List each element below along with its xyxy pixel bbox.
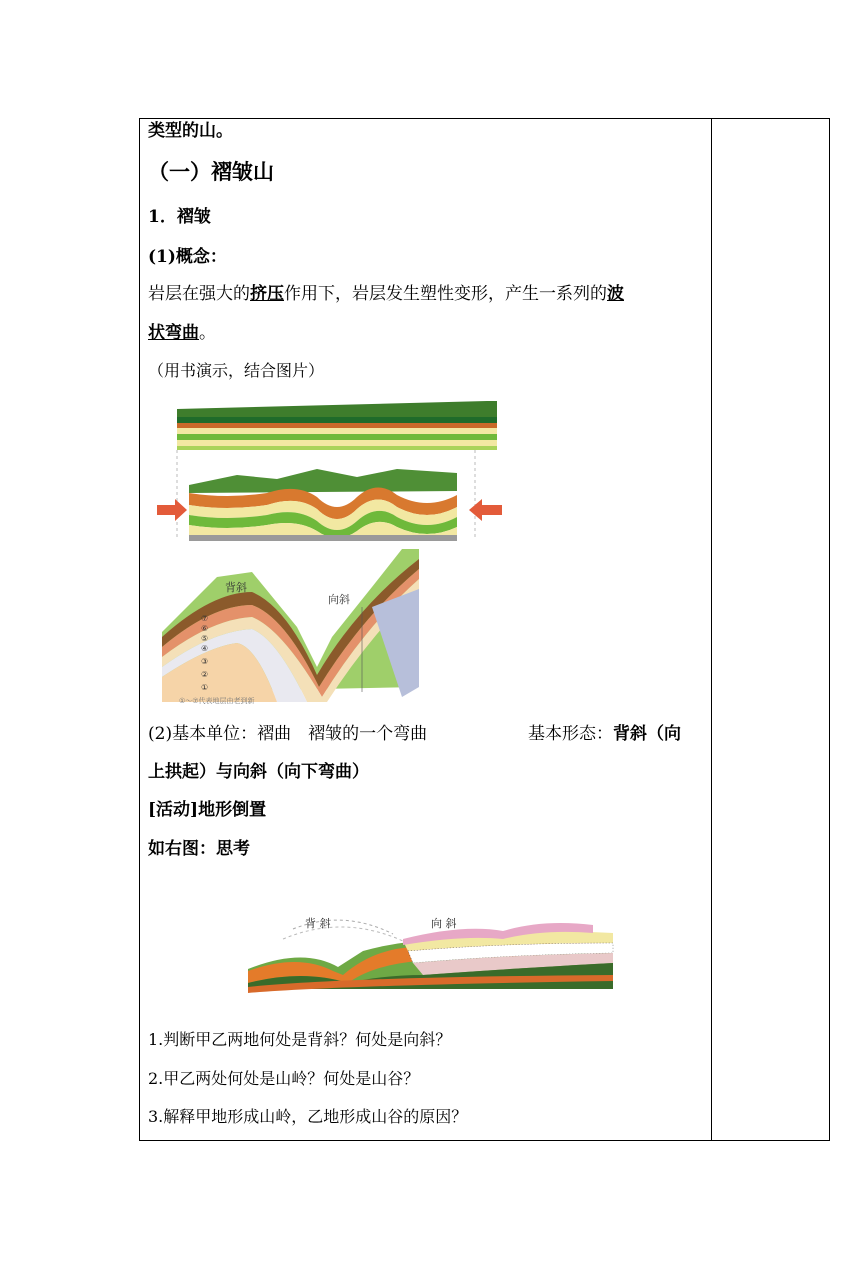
layer-3-label: ③: [201, 657, 209, 666]
syncline-label: 向斜: [328, 593, 350, 606]
question-3: 3.解释甲地形成山岭，乙地形成山谷的原因？: [148, 1107, 468, 1126]
fig3-anticline-label: 背 斜: [305, 917, 331, 930]
basic-form-label: 基本形态：: [528, 724, 613, 744]
concept-text: [148, 283, 624, 305]
think-prompt: 如右图：思考: [148, 839, 250, 859]
concept-part-2: 作用下，岩层发生塑性变形，产生一系列的: [284, 284, 607, 304]
anticline-label: 背斜: [225, 581, 247, 594]
keyword-squeeze: 挤压: [250, 284, 284, 304]
concept-part-1: 岩层在强大的: [148, 284, 250, 304]
anticline-syncline-diagram: [157, 547, 422, 705]
lesson-table: [139, 118, 830, 1141]
concept-label: (1)概念：: [148, 247, 227, 267]
layer-5-label: ⑤: [201, 634, 209, 643]
question-1: 1.判断甲乙两地何处是背斜？何处是向斜？: [148, 1030, 452, 1049]
terrain-inversion-diagram: [243, 879, 618, 999]
fig3-syncline-label: 向 斜: [431, 917, 457, 930]
subsection-title: 1．褶皱: [148, 207, 211, 227]
keyword-wave-a: 波: [607, 284, 624, 304]
concept-part-3: 。: [199, 323, 216, 343]
basic-form-line: [528, 723, 681, 745]
basic-unit-line: [148, 723, 427, 745]
column-divider: [711, 119, 712, 1140]
demo-note: （用书演示，结合图片）: [148, 361, 325, 380]
section-heading: （一）褶皱山: [148, 160, 274, 184]
basic-form-cont: 上拱起）与向斜（向下弯曲）: [148, 762, 369, 782]
basic-form-anticline: 背斜（向: [613, 724, 681, 744]
layer-caption: ①～⑦代表地层由老到新: [179, 697, 255, 705]
layer-7-label: ⑦: [201, 614, 209, 623]
concept-text-cont: [148, 322, 216, 344]
layer-2-label: ②: [201, 670, 209, 679]
activity-title: [活动]地形倒置: [148, 800, 267, 820]
intro-line: 类型的山。: [148, 121, 233, 141]
keyword-wave-b: 状弯曲: [148, 323, 199, 343]
layer-1-label: ①: [201, 683, 209, 692]
layer-4-label: ④: [201, 644, 209, 653]
basic-unit-text: (2)基本单位：褶曲 褶皱的一个弯曲: [148, 724, 428, 744]
question-2: 2.甲乙两处何处是山岭？何处是山谷？: [148, 1069, 420, 1088]
folding-block-diagram: [157, 399, 502, 547]
layer-6-label: ⑥: [201, 624, 209, 633]
